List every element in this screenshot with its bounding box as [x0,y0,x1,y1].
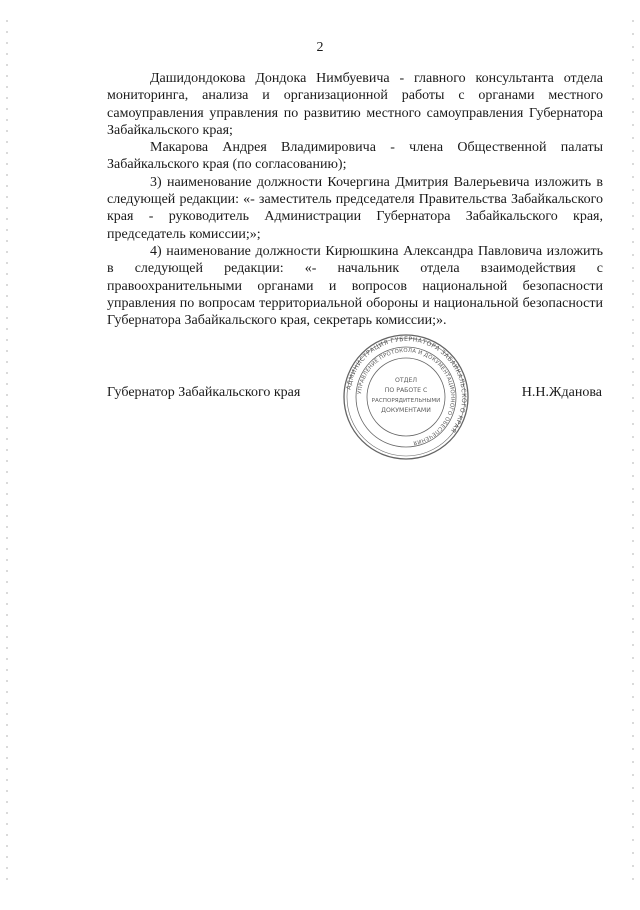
seal-inner-ring [367,358,445,436]
seal-center-line-3: РАСПОРЯДИТЕЛЬНЫМИ [371,398,441,404]
official-round-seal [339,334,473,460]
seal-outer-text: АДМИНИСТРАЦИЯ ГУБЕРНАТОРА ЗАБАЙКАЛЬСКОГО КРАЯ [345,335,468,434]
left-margin-scan-marks [6,0,8,905]
right-margin-scan-marks [632,0,634,905]
paragraph-dashidondokov: Дашидондокова Дондока Нимбуевича - главного консультанта отдела мониторинга, анализа и организационной работы с органами местного самоуправления управления по развитию местного самоуправления Губернатора Забайкальского края; [107,71,603,138]
paragraph-item-3: 3) наименование должности Кочергина Дмитрия Валерьевича изложить в следующей редакции: «- заместитель председателя Правительства Забайкальского края - руководитель Администрации Губернатора Забайкальского края, председатель комиссии;»; [107,174,603,242]
signature-name: Н.Н.Жданова [521,385,602,400]
paragraph-makarov: Макарова Андрея Владимировича - члена Общественной палаты Забайкальского края (по согласованию); [107,140,603,173]
seal-center-line-4: ДОКУМЕНТАМИ [381,407,431,414]
seal-center-line-2: ПО РАБОТЕ С [384,387,428,394]
seal-middle-ring [356,347,456,447]
seal-graphic [339,334,473,460]
signature-position: Губернатор Забайкальского края [107,385,301,400]
paragraph-item-4: 4) наименование должности Кирюшкина Александра Павловича изложить в следующей редакции: «- начальник отдела взаимодействия с правоохранительными органами и вопросов национальной безопасности управления по вопросам территориальной обороны и национальной безопасности Губернатора Забайкальского края, секретарь комиссии;». [107,243,603,329]
seal-center-line-1: ОТДЕЛ [394,377,418,384]
page-number: 2 [316,40,324,55]
document-body [107,70,603,329]
seal-inner-text: УПРАВЛЕНИЕ ПРОТОКОЛА И ДОКУМЕНТАЦИОННОГО ОБЕСПЕЧЕНИЯ [357,347,456,446]
